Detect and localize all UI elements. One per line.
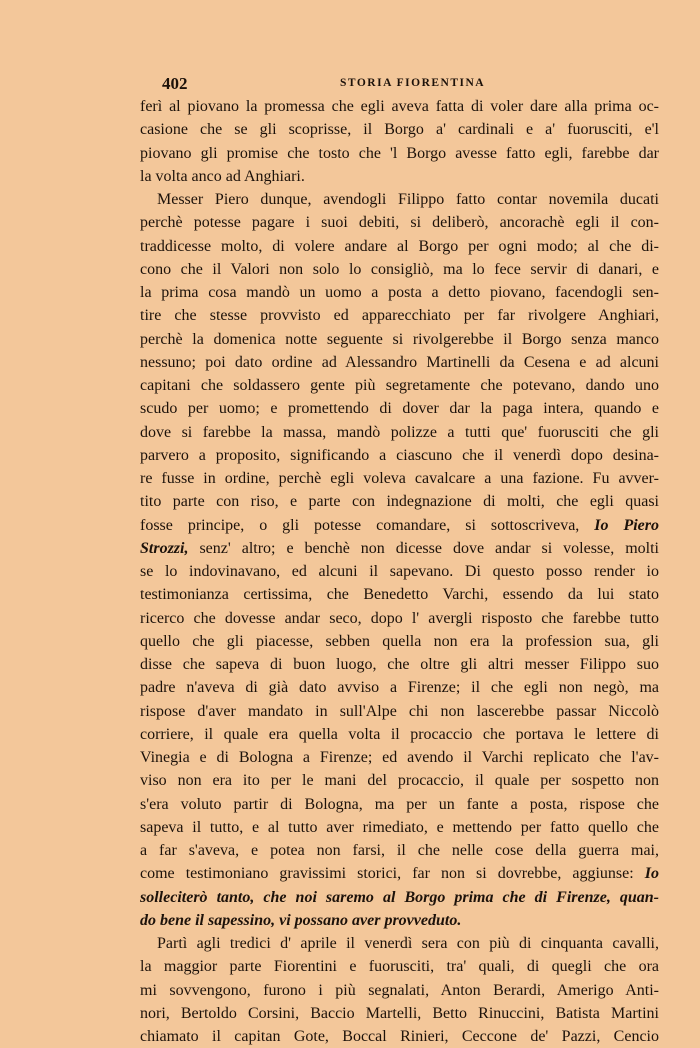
text-line: rispose d'aver mandato in sull'Alpe chi non lascerebbe passar Niccolò (140, 702, 659, 720)
text-line: Strozzi, senz' altro; e benchè non dicesse dove andar si volesse, molti (140, 539, 659, 557)
text-line: corriere, il quale era quella volta il procaccio che portava le lettere di (140, 725, 659, 743)
text-line: cono che il Valori non solo lo consigliò, ma lo fece servir di danari, e (140, 260, 659, 278)
text-line: nori, Bertoldo Corsini, Baccio Martelli, Betto Rinuccini, Batista Martini (140, 1004, 659, 1022)
text-line: perchè la domenica notte seguente si rivolgerebbe il Borgo senza manco (140, 330, 659, 348)
text-line: parvero a proposito, significando a ciascuno che il venerdì dopo desina- (140, 446, 659, 464)
text-line: tire che stesse provvisto ed apparecchiato per far rivolgere Anghiari, (140, 307, 659, 325)
text-line: la prima cosa mandò un uomo a posta a detto piovano, facendogli sen- (140, 284, 659, 301)
text-line: ricerco che dovesse andar seco, dopo l' avergli risposto che farebbe tutto (140, 609, 659, 627)
running-head (162, 74, 658, 94)
text-line: chiamato il capitan Gote, Boccal Rinieri, Ceccone de' Pazzi, Cencio (140, 1028, 659, 1045)
text-line: scudo per uomo; e promettendo di dover dar la paga intera, quando e (140, 400, 659, 418)
text-line: viso non era ito per le mani del procaccio, il quale per sospetto non (140, 772, 659, 790)
text-line: se lo indovinavano, ed alcuni il sapevano. Di questo posso render io (140, 563, 659, 580)
text-line: solleciterò tanto, che noi saremo al Borgo prima che di Firenze, quan- (140, 888, 659, 906)
text-line: fosse principe, o gli potesse comandare, si sottoscriveva, Io Piero (140, 516, 659, 534)
text-line: sapeva il tutto, e al tutto aver rimediato, e mettendo per fatto quello che (140, 818, 659, 836)
text-line: testimonianza certissima, che Benedetto Varchi, essendo da lui stato (140, 586, 659, 604)
text-line: piovano gli promise che tosto che 'l Borgo avesse fatto egli, farebbe dar (140, 144, 659, 162)
text-line: la volta anco ad Anghiari. (140, 167, 305, 185)
text-line: Partì agli tredici d' aprile il venerdì sera con più di cinquanta cavalli, (157, 935, 659, 952)
text-line: mi sovvengono, furono i più segnalati, Anton Berardi, Amerigo Anti- (140, 981, 659, 999)
text-line: Messer Piero dunque, avendogli Filippo fatto contar novemila ducati (157, 191, 659, 208)
page-number: 402 (162, 74, 188, 93)
text-line: capitani che soldassero gente più segretamente che potevano, dando uno (140, 377, 659, 394)
text-line: disse che sapeva di buon luogo, che oltre gli altri messer Filippo suo (140, 656, 659, 673)
text-line: ferì al piovano la promessa che egli aveva fatta di voler dare alla prima oc- (140, 98, 659, 115)
text-line: casione che se gli scoprisse, il Borgo a' cardinali e a' fuorusciti, e'l (140, 121, 659, 139)
text-line: la maggior parte Fiorentini e fuorusciti, tra' quali, di quegli che ora (140, 958, 659, 976)
text-line: nessuno; poi dato ordine ad Alessandro Martinelli da Cesena e ad alcuni (140, 353, 659, 371)
text-line: re fusse in ordine, perchè egli voleva cavalcare a una fazione. Fu avver- (140, 470, 659, 487)
text-line: s'era voluto partir di Bologna, ma per un fante a posta, rispose che (140, 795, 659, 813)
text-line: padre n'aveva di già dato avviso a Firenze; il che egli non negò, ma (140, 679, 659, 697)
text-line: come testimoniano gravissimi storici, far non si dovrebbe, aggiunse: Io (140, 865, 659, 883)
text-line: do bene il sapessino, vi possano aver provveduto. (140, 911, 462, 929)
text-line: tito parte con riso, e parte con indegnazione di molti, che egli quasi (140, 493, 659, 511)
body-text (140, 95, 659, 1048)
text-line: quello che gli piacesse, sebben quella non era la profession sua, gli (140, 632, 659, 650)
text-line: a far s'aveva, e potea non farsi, il che nelle cose della guerra mai, (140, 842, 659, 859)
text-line: Vinegia e di Bologna a Firenze; ed avendo il Varchi replicato che l'av- (140, 749, 659, 766)
running-title: STORIA FIORENTINA (340, 77, 486, 89)
text-line: dove si farebbe la massa, mandò polizze a tutti que' fuorusciti che gli (140, 423, 659, 441)
text-line: traddicesse molto, di volere andare al Borgo per ogni modo; al che di- (140, 237, 659, 255)
text-line: perchè potesse pagare i suoi debiti, si deliberò, ancorachè egli il con- (140, 214, 659, 232)
